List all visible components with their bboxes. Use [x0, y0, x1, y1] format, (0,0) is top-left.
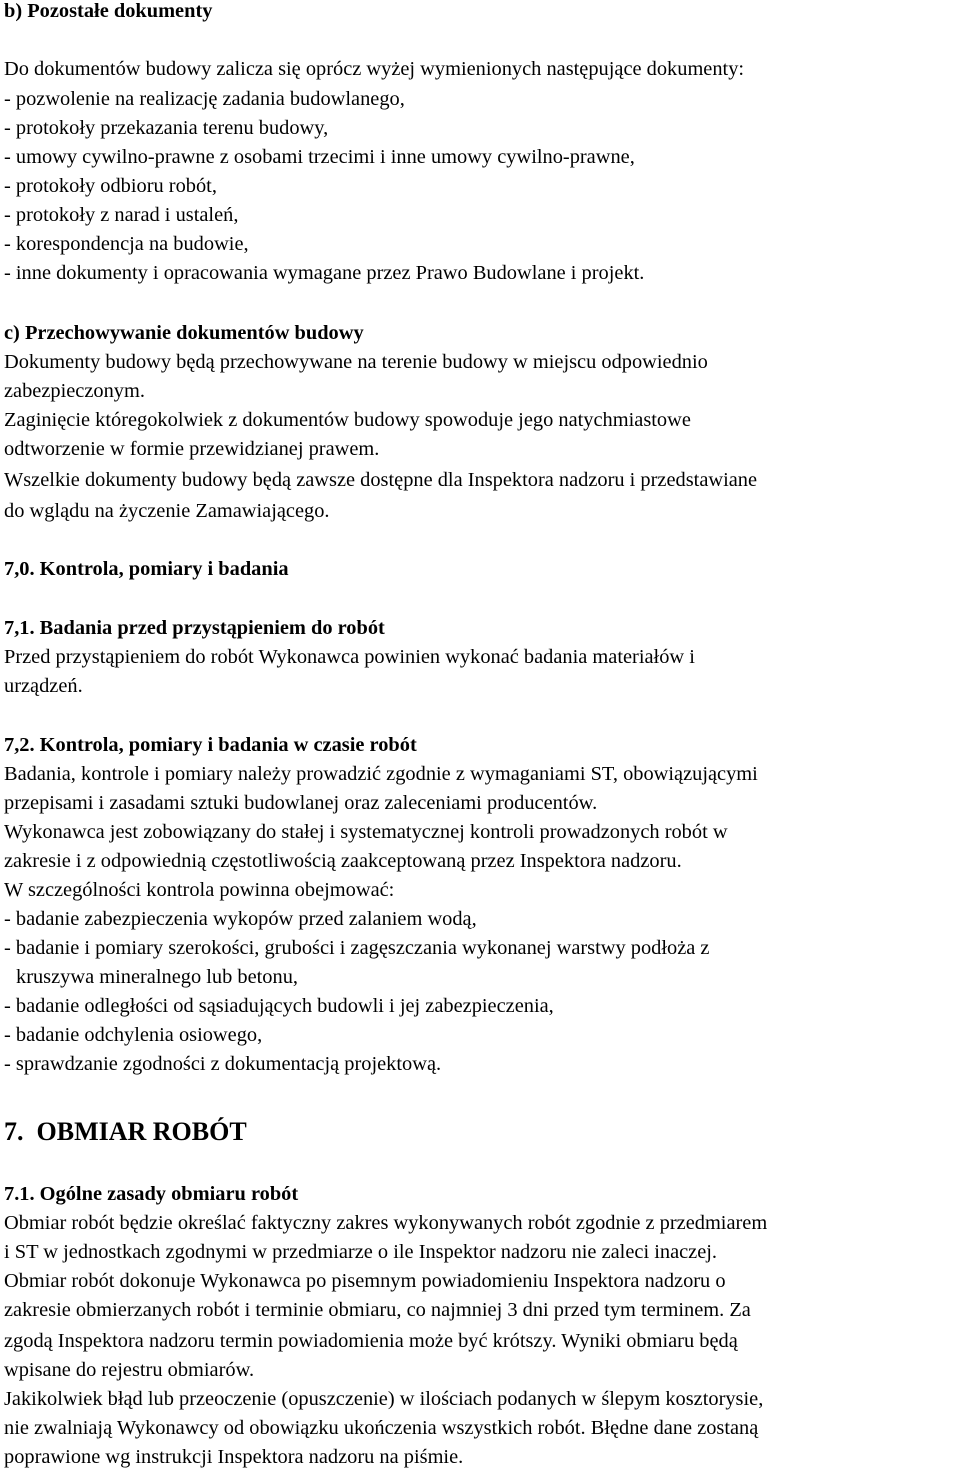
- paragraph-line: zakresie obmierzanych robót i terminie obmiaru, co najmniej 3 dni przed tym terminem. Za: [4, 1299, 751, 1321]
- paragraph-line: Przed przystąpieniem do robót Wykonawca powinien wykonać badania materiałów i: [4, 646, 695, 668]
- section-72-heading: 7,2. Kontrola, pomiary i badania w czasie robót: [4, 734, 417, 756]
- paragraph-line: odtworzenie w formie przewidzianej prawem.: [4, 438, 380, 460]
- section-7-heading: 7. OBMIAR ROBÓT: [4, 1117, 247, 1146]
- list-item: - korespondencja na budowie,: [4, 233, 249, 255]
- paragraph-line: zgodą Inspektora nadzoru termin powiadomienia może być krótszy. Wyniki obmiaru będą: [4, 1330, 738, 1352]
- paragraph-line: Wykonawca jest zobowiązany do stałej i systematycznej kontroli prowadzonych robót w: [4, 821, 728, 843]
- section-711-heading: 7.1. Ogólne zasady obmiaru robót: [4, 1183, 299, 1205]
- list-item-continuation: kruszywa mineralnego lub betonu,: [16, 966, 298, 988]
- list-item: - protokoły z narad i ustaleń,: [4, 204, 239, 226]
- list-item: - badanie odległości od sąsiadujących budowli i jej zabezpieczenia,: [4, 995, 554, 1017]
- section-71-heading: 7,1. Badania przed przystąpieniem do robót: [4, 617, 385, 639]
- section-b-heading: b) Pozostałe dokumenty: [4, 0, 213, 22]
- list-item: - badanie i pomiary szerokości, grubości i zagęszczania wykonanej warstwy podłoża z: [4, 937, 710, 959]
- list-item: - badanie zabezpieczenia wykopów przed zalaniem wodą,: [4, 908, 477, 930]
- paragraph-line: Obmiar robót dokonuje Wykonawca po pisemnym powiadomieniu Inspektora nadzoru o: [4, 1270, 726, 1292]
- paragraph-line: nie zwalniają Wykonawcy od obowiązku ukończenia wszystkich robót. Błędne dane zostaną: [4, 1417, 759, 1439]
- paragraph-line: Dokumenty budowy będą przechowywane na terenie budowy w miejscu odpowiednio: [4, 351, 708, 373]
- list-item: - badanie odchylenia osiowego,: [4, 1024, 263, 1046]
- list-item: - protokoły odbioru robót,: [4, 175, 217, 197]
- paragraph-line: W szczególności kontrola powinna obejmować:: [4, 879, 395, 901]
- list-item: - sprawdzanie zgodności z dokumentacją projektową.: [4, 1053, 442, 1075]
- paragraph-line: do wglądu na życzenie Zamawiającego.: [4, 500, 330, 522]
- list-item: - umowy cywilno-prawne z osobami trzecimi i inne umowy cywilno-prawne,: [4, 146, 635, 168]
- paragraph-line: Wszelkie dokumenty budowy będą zawsze dostępne dla Inspektora nadzoru i przedstawiane: [4, 469, 758, 491]
- paragraph-line: wpisane do rejestru obmiarów.: [4, 1359, 255, 1381]
- paragraph-line: zabezpieczonym.: [4, 380, 145, 402]
- list-item: - pozwolenie na realizację zadania budowlanego,: [4, 88, 405, 110]
- list-item: - inne dokumenty i opracowania wymagane przez Prawo Budowlane i projekt.: [4, 262, 645, 284]
- section-70-heading: 7,0. Kontrola, pomiary i badania: [4, 558, 289, 580]
- section-c-heading: c) Przechowywanie dokumentów budowy: [4, 322, 364, 344]
- paragraph-line: poprawione wg instrukcji Inspektora nadzoru na piśmie.: [4, 1446, 464, 1468]
- paragraph-line: i ST w jednostkach zgodnymi w przedmiarze o ile Inspektor nadzoru nie zaleci inaczej.: [4, 1241, 718, 1263]
- paragraph-line: Badania, kontrole i pomiary należy prowadzić zgodnie z wymaganiami ST, obowiązującymi: [4, 763, 758, 785]
- paragraph-line: przepisami i zasadami sztuki budowlanej oraz zaleceniami producentów.: [4, 792, 598, 814]
- paragraph-line: Jakikolwiek błąd lub przeoczenie (opuszczenie) w ilościach podanych w ślepym kosztorysie,: [4, 1388, 764, 1410]
- paragraph-line: Obmiar robót będzie określać faktyczny zakres wykonywanych robót zgodnie z przedmiarem: [4, 1212, 768, 1234]
- list-item: - protokoły przekazania terenu budowy,: [4, 117, 329, 139]
- paragraph-line: urządzeń.: [4, 675, 83, 697]
- section-b-intro: Do dokumentów budowy zalicza się oprócz wyżej wymienionych następujące dokumenty:: [4, 58, 745, 80]
- paragraph-line: zakresie i z odpowiednią częstotliwością zaakceptowaną przez Inspektora nadzoru.: [4, 850, 682, 872]
- paragraph-line: Zaginięcie któregokolwiek z dokumentów budowy spowoduje jego natychmiastowe: [4, 409, 691, 431]
